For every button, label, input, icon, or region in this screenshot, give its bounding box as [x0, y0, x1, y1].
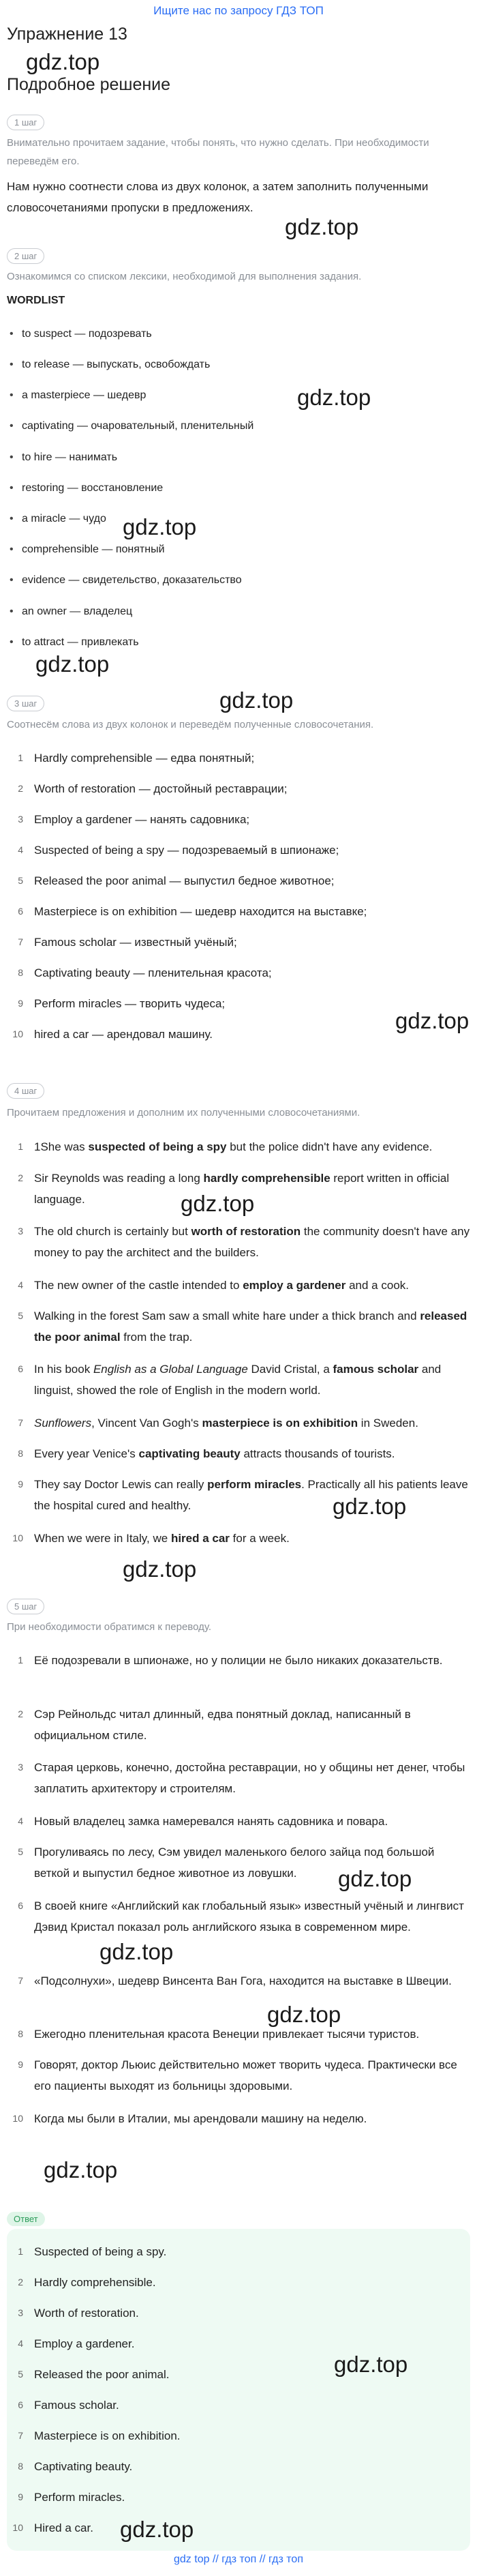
footer-links	[0, 2553, 477, 2566]
step-5-pill: 5 шаг	[7, 1599, 44, 1614]
wordlist-item: • to attract — привлекать	[22, 636, 139, 649]
wordlist-item: • a masterpiece — шедевр	[22, 389, 146, 402]
step-2-note: Ознакомимся со списком лексики, необходимой для выполнения задания.	[7, 271, 362, 282]
watermark: gdz.top	[338, 1866, 412, 1891]
step-1-note: Внимательно прочитаем задание, чтобы понять, что нужно сделать. При необходимости переведём его.	[7, 137, 429, 167]
wordlist-item: • a miracle — чудо	[22, 513, 106, 525]
footer-link[interactable]: гдз топ	[268, 2553, 303, 2565]
watermark: gdz.top	[297, 385, 371, 410]
wordlist-item: • to suspect — подозревать	[22, 328, 152, 340]
watermark: gdz.top	[120, 2517, 194, 2542]
step-4-note: Прочитаем предложения и дополним их полученными словосочетаниями.	[7, 1107, 360, 1119]
footer-separator: //	[259, 2553, 266, 2565]
watermark: gdz.top	[99, 1939, 174, 1964]
wordlist-item: • restoring — восстановление	[22, 482, 163, 494]
watermark: gdz.top	[219, 687, 294, 713]
top-link[interactable]: Ищите нас по запросу ГДЗ ТОП	[153, 4, 324, 17]
page-title: Упражнение 13	[7, 25, 127, 44]
wordlist-item: • an owner — владелец	[22, 606, 132, 618]
wordlist-item: • captivating — очаровательный, пленительный	[22, 420, 253, 432]
step-2-pill: 2 шаг	[7, 248, 44, 264]
wordlist-item: • to hire — нанимать	[22, 451, 117, 464]
footer-link[interactable]: гдз топ	[221, 2553, 257, 2565]
watermark: gdz.top	[181, 1191, 255, 1216]
footer-link[interactable]: gdz top	[174, 2553, 210, 2565]
step-4-pill: 4 шаг	[7, 1083, 44, 1099]
wordlist-item: • to release — выпускать, освобождать	[22, 359, 210, 371]
answer-pill: Ответ	[7, 2212, 45, 2226]
step-3-note: Соотнесём слова из двух колонок и переведём полученные словосочетания.	[7, 719, 374, 730]
watermark: gdz.top	[44, 2157, 118, 2182]
wordlist-title: WORDLIST	[7, 295, 65, 306]
watermark: gdz.top	[26, 49, 100, 74]
watermark: gdz.top	[333, 1494, 407, 1519]
page-subtitle: Подробное решение	[7, 75, 171, 94]
watermark: gdz.top	[35, 651, 110, 677]
watermark: gdz.top	[285, 214, 359, 239]
wordlist-item: • comprehensible — понятный	[22, 544, 165, 556]
step-5-note: При необходимости обратимся к переводу.	[7, 1621, 212, 1633]
step-3-pill: 3 шаг	[7, 696, 44, 711]
watermark: gdz.top	[267, 2002, 341, 2027]
watermark: gdz.top	[123, 1556, 197, 1582]
watermark: gdz.top	[123, 514, 197, 539]
watermark: gdz.top	[334, 2352, 408, 2377]
step-1-pill: 1 шаг	[7, 115, 44, 130]
footer-separator: //	[212, 2553, 219, 2565]
wordlist-item: • evidence — свидетельство, доказательство	[22, 574, 242, 587]
step-1-text: Нам нужно соотнести слова из двух колонок, а затем заполнить полученными словосочетаниями пропуски в предложениях.	[7, 180, 429, 214]
watermark: gdz.top	[395, 1008, 470, 1033]
